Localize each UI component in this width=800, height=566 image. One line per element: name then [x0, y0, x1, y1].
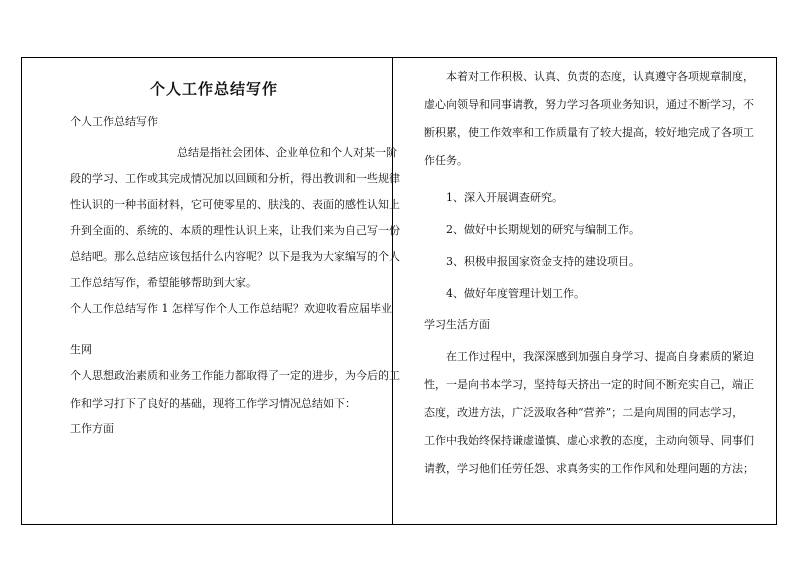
- section-heading: 个人工作总结写作: [70, 115, 158, 128]
- paragraph-line: 总结是指社会团体、企业单位和个人对某一阶: [177, 146, 397, 159]
- section-heading: 学习生活方面: [424, 318, 490, 331]
- column-divider: [392, 57, 393, 525]
- paragraph-line: 本着对工作积极、认真、负责的态度，认真遵守各项规章制度，: [446, 70, 754, 83]
- paragraph-line: 虚心向领导和同事请教，努力学习各项业务知识，通过不断学习，不: [424, 98, 754, 111]
- paragraph-line: 个人思想政治素质和业务工作能力都取得了一定的进步，为今后的工: [70, 369, 400, 382]
- list-item: 4、做好年度管理计划工作。: [446, 287, 585, 300]
- paragraph-line: 性，一是向书本学习，坚持每天挤出一定的时间不断充实自己，端正: [424, 378, 754, 391]
- list-item: 3、积极申报国家资金支持的建设项目。: [446, 255, 640, 268]
- paragraph-line: 工作中我始终保持谦虚谨慎、虚心求教的态度，主动向领导、同事们: [424, 434, 754, 447]
- document-title: 个人工作总结写作: [150, 80, 279, 98]
- paragraph-line: 生网: [70, 343, 92, 356]
- paragraph-line: 态度，改进方法，广泛汲取各种“营养”；二是向周围的同志学习，: [424, 406, 744, 419]
- paragraph-line: 作和学习打下了良好的基础，现将工作学习情况总结如下：: [70, 397, 356, 410]
- paragraph-line: 请教，学习他们任劳任怨、求真务实的工作作风和处理问题的方法；: [424, 462, 754, 475]
- paragraph-line: 作任务。: [424, 154, 468, 167]
- paragraph-line: 个人工作总结写作 1 怎样写作个人工作总结呢？欢迎收看应届毕业: [70, 302, 392, 315]
- paragraph-line: 段的学习、工作或其完成情况加以回顾和分析，得出教训和一些规律: [70, 172, 400, 185]
- paragraph-line: 性认识的一种书面材料，它可使零星的、肤浅的、表面的感性认知上: [70, 198, 400, 211]
- list-item: 1、深入开展调查研究。: [446, 191, 563, 204]
- paragraph-line: 断积累，使工作效率和工作质量有了较大提高，较好地完成了各项工: [424, 126, 754, 139]
- section-heading: 工作方面: [70, 422, 114, 435]
- list-item: 2、做好中长期规划的研究与编制工作。: [446, 223, 640, 236]
- paragraph-line: 工作总结写作，希望能够帮助到大家。: [70, 276, 257, 289]
- paragraph-line: 总结吧。那么总结应该包括什么内容呢？以下是我为大家编写的个人: [70, 250, 400, 263]
- paragraph-line: 升到全面的、系统的、本质的理性认识上来，让我们来为自己写一份: [70, 224, 400, 237]
- paragraph-line: 在工作过程中，我深深感到加强自身学习、提高自身素质的紧迫: [446, 350, 754, 363]
